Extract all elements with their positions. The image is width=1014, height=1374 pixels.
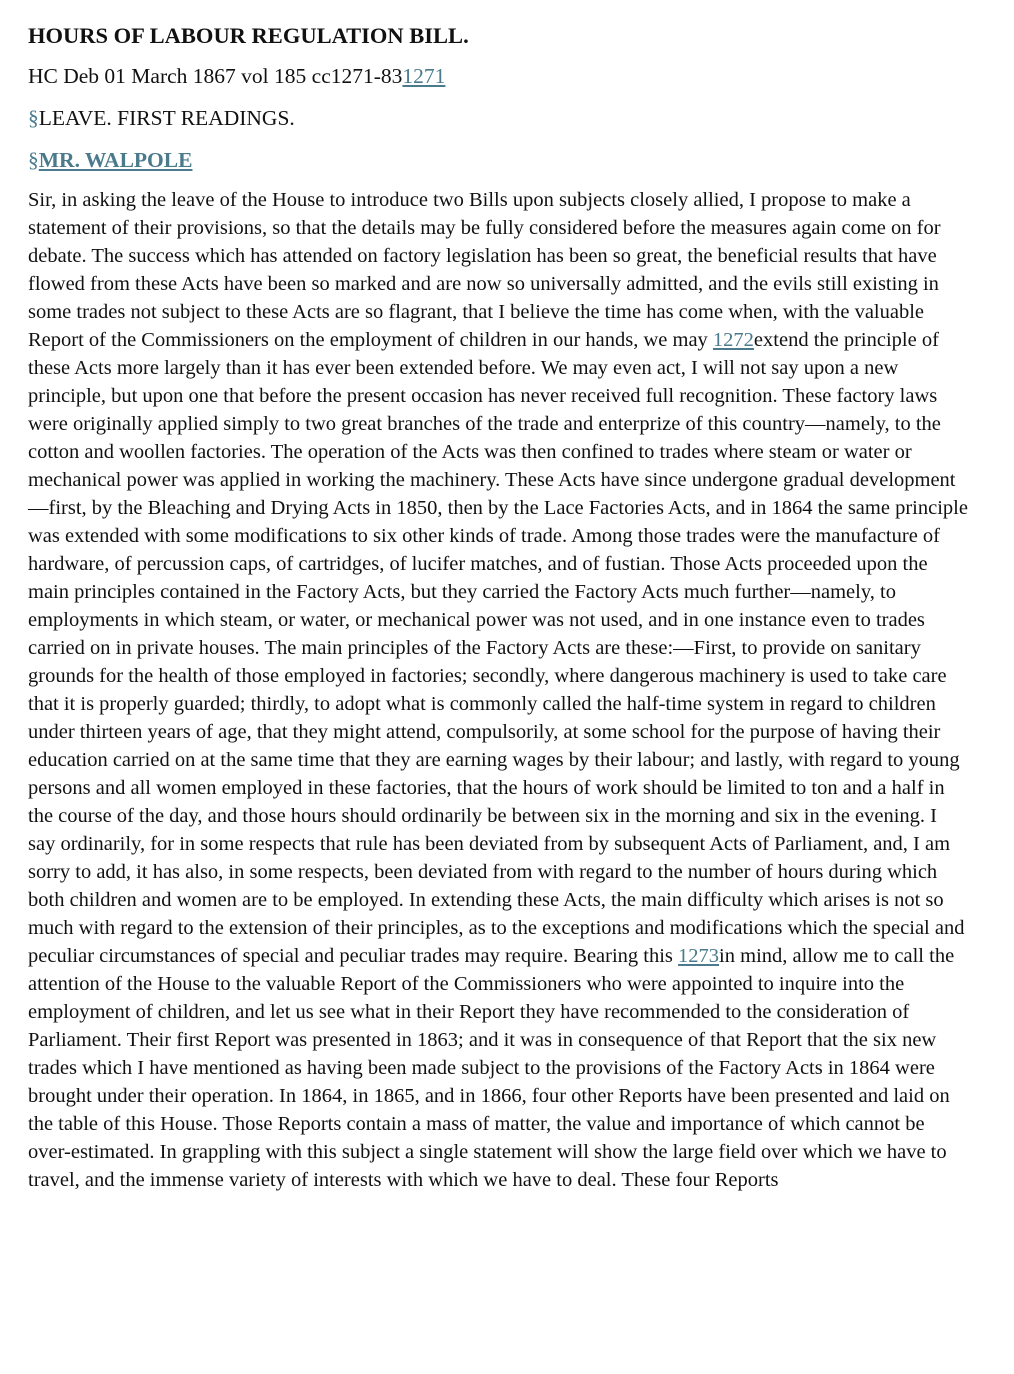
speaker-section-symbol: §	[28, 148, 39, 172]
speech-text-part-3: in mind, allow me to call the attention of the House to the valuable Report of the Commissioners who were appointed to inquire into the employment of children, and let us see what in their Report they have recommended to the consideration of Parliament. Their first Report was presented in 1863; and it was in consequence of that Report that the six new trades which I have mentioned as having been made subject to the provisions of the Factory Acts in 1864 were brought under their operation. In 1864, in 1865, and in 1866, four other Reports have been presented and laid on the table of this House. Those Reports contain a mass of matter, the value and importance of which cannot be over-estimated. In grappling with this subject a single statement will show the large field over which we have to travel, and the immense variety of interests with which we have to deal. These four Reports	[28, 945, 955, 1191]
section-heading	[28, 104, 966, 132]
page-title: HOURS OF LABOUR REGULATION BILL.	[28, 23, 469, 48]
speech-text-part-2: extend the principle of these Acts more largely than it has ever been extended before. We may even act, I will not say upon a new principle, but upon one that before the present occasion has never received full recognition. These factory laws were originally applied simply to two great branches of the trade and enterprize of this country—namely, to the cotton and woollen factories. The operation of the Acts was then confined to trades where steam or water or mechanical power was applied in working the machinery. These Acts have since undergone gradual development—first, by the Bleaching and Drying Acts in 1850, then by the Lace Factories Acts, and in 1864 the same principle was extended with some modifications to six other kinds of trade. Among those trades were the manufacture of hardware, of percussion caps, of cartridges, of lucifer matches, and of fustian. Those Acts proceeded upon the main principles contained in the Factory Acts, but they carried the Factory Acts much further—namely, to employments in which steam, or water, or mechanical power was not used, and in one instance even to trades carried on in private houses. The main principles of the Factory Acts are these:—First, to provide on sanitary grounds for the health of those employed in factories; secondly, where dangerous machinery is used to take care that it is properly guarded; thirdly, to adopt what is commonly called the half-time system in regard to children under thirteen years of age, that they might attend, compulsorily, at some school for the purpose of having their education carried on at the same time that they are earning wages by their labour; and lastly, with regard to young persons and all women employed in these factories, that the hours of work should be limited to ton and a half in the course of the day, and those hours should ordinarily be between six in the morning and six in the evening. I say ordinarily, for in some respects that rule has been deviated from by subsequent Acts of Parliament, and, I am sorry to add, it has also, in some respects, been deviated from with regard to the number of hours during which both children and women are to be employed. In extending these Acts, the main difficulty which arises is not so much with regard to the extension of their principles, as to the exceptions and modifications which the special and peculiar circumstances of special and peculiar trades may require. Bearing this	[28, 329, 968, 967]
citation-line	[28, 62, 966, 90]
speech-paragraph	[28, 186, 968, 1194]
column-link-1271[interactable]: 1271	[402, 64, 446, 88]
speaker-line	[28, 146, 966, 174]
section-heading-text: LEAVE. FIRST READINGS.	[38, 106, 295, 130]
speech-text-part-1: Sir, in asking the leave of the House to introduce two Bills upon subjects closely allied, I propose to make a statement of their provisions, so that the details may be fully considered before the measures again come on for debate. The success which has attended on factory legislation has been so great, the beneficial results that have flowed from these Acts have been so marked and are now so universally admitted, and the evils still existing in some trades not subject to these Acts are so flagrant, that I believe the time has come when, with the valuable Report of the Commissioners on the employment of children in our hands, we may	[28, 189, 941, 351]
section-symbol: §	[28, 106, 39, 130]
column-link-1272[interactable]: 1272	[712, 329, 754, 351]
speaker-link[interactable]: MR. WALPOLE	[38, 148, 193, 172]
column-link-1273[interactable]: 1273	[678, 945, 720, 967]
citation-text: HC Deb 01 March 1867 vol 185 cc1271-83	[28, 64, 403, 88]
